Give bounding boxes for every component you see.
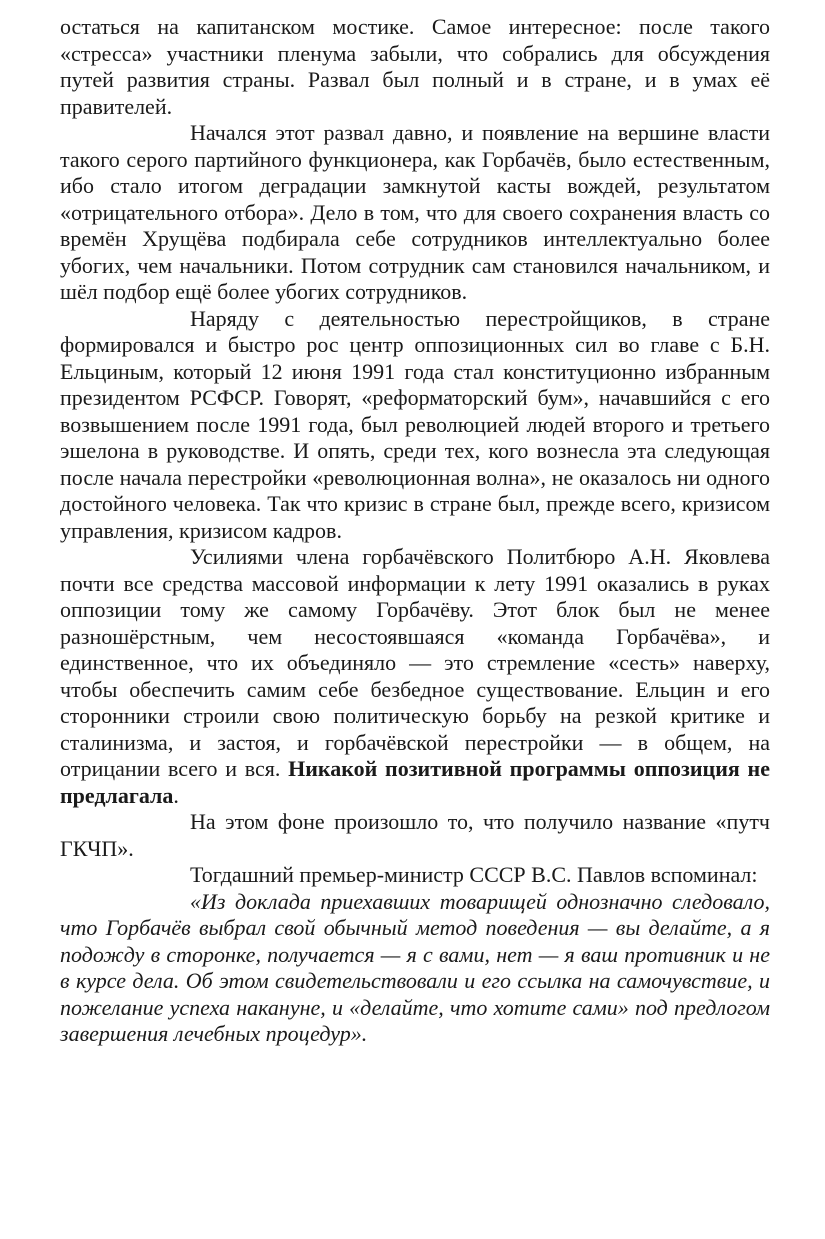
paragraph-5: На этом фоне произошло то, что получило название «путч ГКЧП».	[60, 809, 770, 861]
paragraph-2: Начался этот развал давно, и появление на вершине власти такого серого партийного функционера, как Горбачёв, было естественным, ибо стало итогом деградации замкнутой касты вождей, результатом «отрицательного отбора». Дело в том, что для своего сохранения власть со времён Хрущёва подбирала себе сотрудников интеллектуально более убогих, чем начальники. Потом сотрудник сам становился начальником, и шёл подбор ещё более убогих сотрудников.	[60, 120, 770, 304]
paragraph-1: остаться на капитанском мостике. Самое интересное: после такого «стресса» участники пленума забыли, что собрались для обсуждения путей развития страны. Развал был полный и в стране, и в умах её правителей.	[60, 14, 770, 119]
paragraph-4-bold-text: Никакой позитивной программы оппозиция не предлагала	[60, 756, 770, 808]
quote-paragraph: «Из доклада приехавших товарищей однозначно следовало, что Горбачёв выбрал свой обычный метод поведения — вы делайте, а я подожду в сторонке, получается — я с вами, нет — я ваш противник и не в курсе дела. Об этом свидетельствовали и его ссылка на самочувствие, и пожелание успеха накануне, и «делайте, что хотите сами» под предлогом завершения лечебных процедур».	[60, 888, 770, 1046]
paragraph-6: Тогдашний премьер-министр СССР В.С. Павлов вспоминал:	[190, 862, 758, 887]
paragraph-4-end: .	[173, 782, 179, 808]
paragraph-4-text: Усилиями члена горбачёвского Политбюро А.Н. Яковлева почти все средства массовой информации к лету 1991 оказались в руках оппозиции тому же самому Горбачёву. Этот блок был не менее разношёрстным, чем несостоявшаяся «команда Горбачёва», и единственное, что их объединяло — это стремление «сесть» наверху, чтобы обеспечить самим себе безбедное существование. Ельцин и его сторонники строили свою политическую борьбу на резкой критике и сталинизма, и застоя, и горбачёвской перестройки — в общем, на отрицании всего и вся.	[60, 544, 770, 781]
paragraph-4	[60, 544, 770, 809]
paragraph-3: Наряду с деятельностью перестройщиков, в стране формировался и быстро рос центр оппозиционных сил во главе с Б.Н. Ельциным, который 12 июня 1991 года стал конституционно избранным президентом РСФСР. Говорят, «реформаторский бум», начавшийся с его возвышением после 1991 года, был революцией людей второго и третьего эшелона в руководстве. И опять, среди тех, кого вознесла эта следующая после начала перестройки «революционная волна», не оказалось ни одного достойного человека. Так что кризис в стране был, прежде всего, кризисом управления, кризисом кадров.	[60, 305, 770, 543]
